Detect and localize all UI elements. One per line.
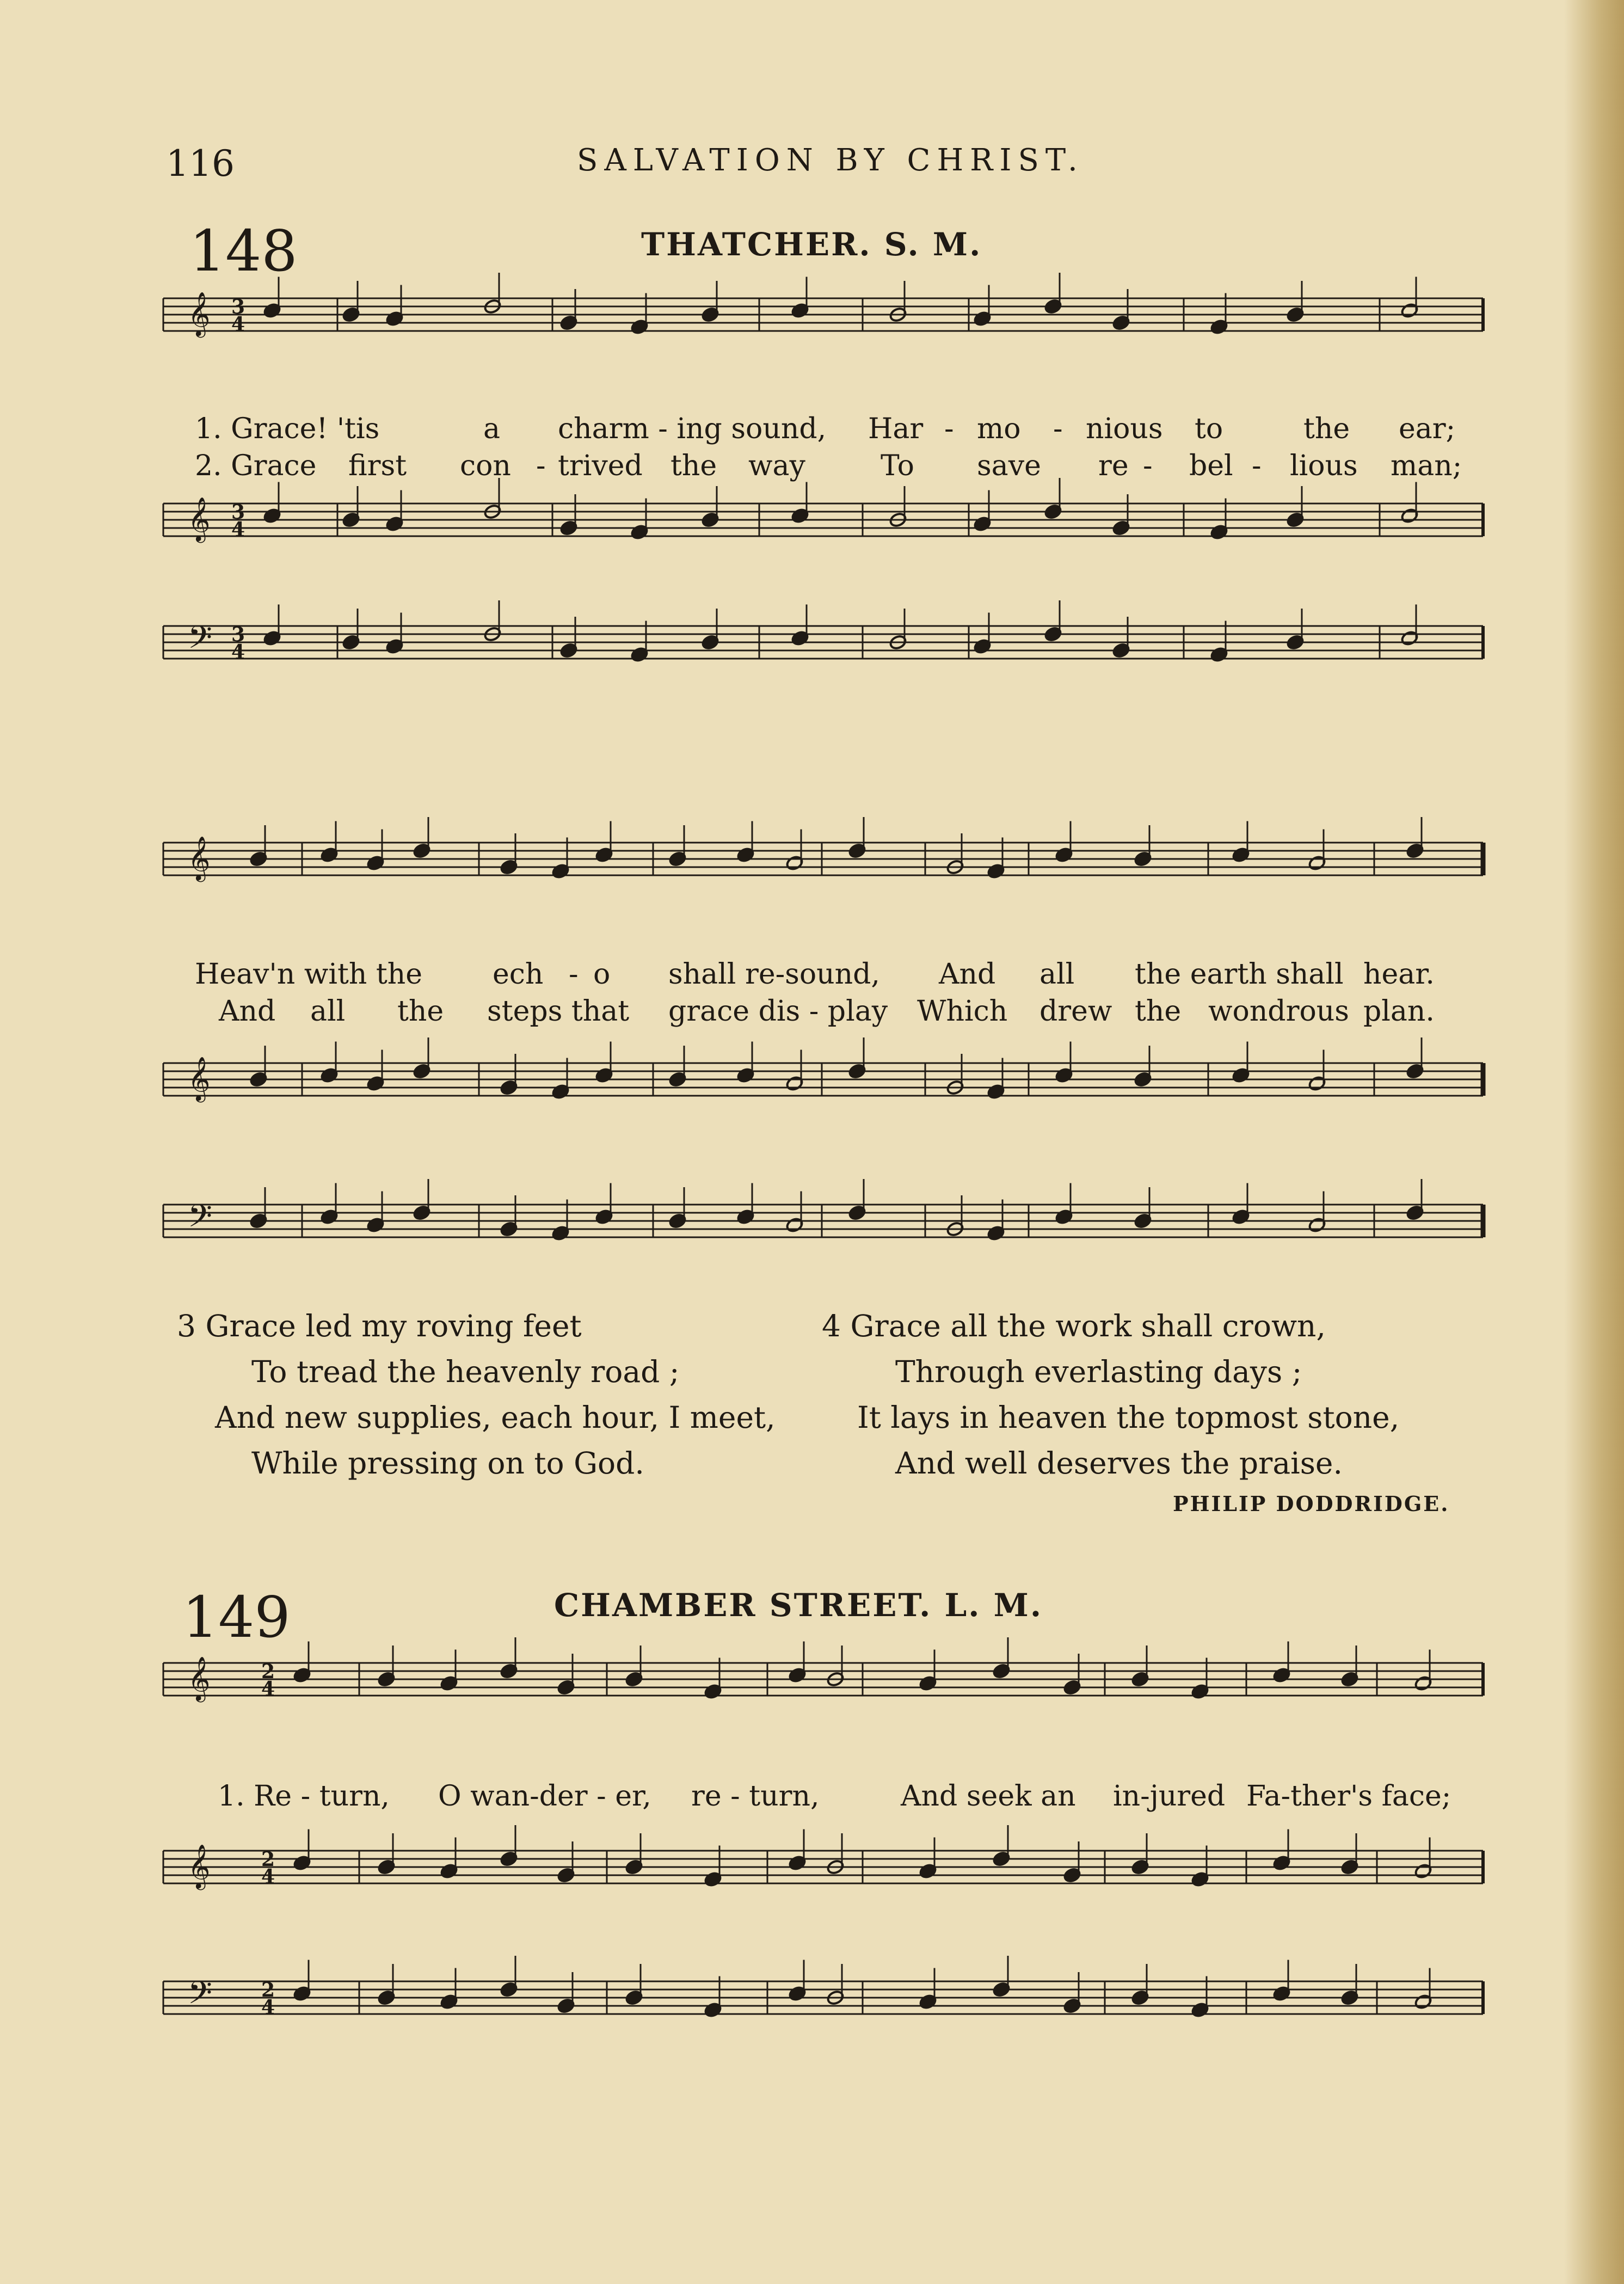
lyric: Har [868,413,924,445]
lyric: o [593,958,611,991]
bass-clef-icon: 𝄢 [188,1198,213,1242]
lyric: grace dis - play [668,995,888,1028]
time-signature: 4 [231,313,245,336]
lyric: hear. [1363,958,1435,991]
lyric: nious [1086,413,1163,445]
lyric: way [748,450,805,482]
lyric: Which [917,995,1008,1028]
lyric: charm - ing sound, [558,413,827,445]
lyric: Heav'n with the [195,958,423,991]
lyric: And [939,958,996,991]
lyric: man; [1391,450,1462,482]
lyric: - [1252,450,1262,482]
lyric: bel [1189,450,1233,482]
treble-clef-icon: 𝄞 [188,291,211,336]
lyric: And [219,995,276,1028]
tune-title-thatcher: THATCHER. S. M. [641,226,982,263]
bass-clef-icon: 𝄢 [188,1974,213,2019]
treble-clef-icon: 𝄞 [188,1844,211,1888]
stanza-line: It lays in heaven the topmost stone, [857,1400,1400,1435]
time-signature: 4 [231,518,245,541]
stanza-line: Through everlasting days ; [895,1354,1302,1389]
tune-title-chamber-street: CHAMBER STREET. L. M. [554,1587,1043,1624]
lyric: all [1039,958,1075,991]
stanza-line: 3 Grace led my roving feet [177,1309,582,1343]
hymn-number-148: 148 [189,218,298,284]
lyric: - [1053,413,1063,445]
lyric: the [397,995,444,1028]
time-signature: 3 [231,623,245,646]
stanza-line: 4 Grace all the work shall crown, [822,1309,1326,1343]
lyric: shall re-sound, [668,958,880,991]
lyric: plan. [1363,995,1435,1028]
lyric: - [944,413,954,445]
running-head: SALVATION BY CHRIST. [577,143,1084,178]
stanza-line: While pressing on to God. [251,1446,644,1481]
lyric: - [569,958,579,991]
lyric: ear; [1399,413,1456,445]
stanza-line: To tread the heavenly road ; [251,1354,680,1389]
lyric: first [348,450,407,482]
lyric: a [483,413,501,445]
treble-clef-icon: 𝄞 [188,1656,211,1700]
treble-clef-icon: 𝄞 [188,496,211,541]
time-signature: 4 [261,1865,275,1888]
lyric: the [1303,413,1350,445]
lyric: And seek an [901,1780,1076,1813]
page-number: 116 [166,143,235,185]
lyric: the [670,450,717,482]
lyric: - [536,450,546,482]
lyric: 1. Re - turn, [218,1780,390,1813]
time-signature: 3 [231,296,245,318]
hymn-author: PHILIP DODDRIDGE. [1173,1491,1450,1516]
lyric: re [1098,450,1129,482]
lyric: wondrous [1208,995,1349,1028]
lyric: to [1195,413,1223,445]
time-signature: 4 [261,1996,275,2019]
lyric: lious [1290,450,1358,482]
lyric: trived [558,450,643,482]
time-signature: 3 [231,501,245,524]
lyric: O wan-der - er, [438,1780,651,1813]
time-signature: 2 [261,1660,275,1683]
stanza-line: And new supplies, each hour, I meet, [215,1400,776,1435]
lyric: 1. Grace! 'tis [195,413,380,445]
time-signature: 4 [261,1678,275,1700]
lyric: 2. Grace [195,450,317,482]
time-signature: 2 [261,1848,275,1871]
time-signature: 4 [231,641,245,664]
lyric: Fa-ther's face; [1246,1780,1451,1813]
lyric: re - turn, [691,1780,820,1813]
lyric: drew [1039,995,1112,1028]
lyric: all [310,995,346,1028]
lyric: in-jured [1113,1780,1226,1813]
lyric: mo [977,413,1021,445]
lyric: - [1143,450,1153,482]
lyric: To [881,450,914,482]
lyric: ech [493,958,544,991]
treble-clef-icon: 𝄞 [188,836,211,880]
lyric: the [1135,995,1182,1028]
treble-clef-icon: 𝄞 [188,1056,211,1101]
bass-clef-icon: 𝄢 [188,619,213,664]
time-signature: 2 [261,1979,275,2001]
hymn-number-149: 149 [182,1584,291,1650]
lyric: save [977,450,1041,482]
lyric: the earth shall [1135,958,1344,991]
lyric: steps that [487,995,630,1028]
stanza-line: And well deserves the praise. [895,1446,1343,1481]
lyric: con [460,450,511,482]
